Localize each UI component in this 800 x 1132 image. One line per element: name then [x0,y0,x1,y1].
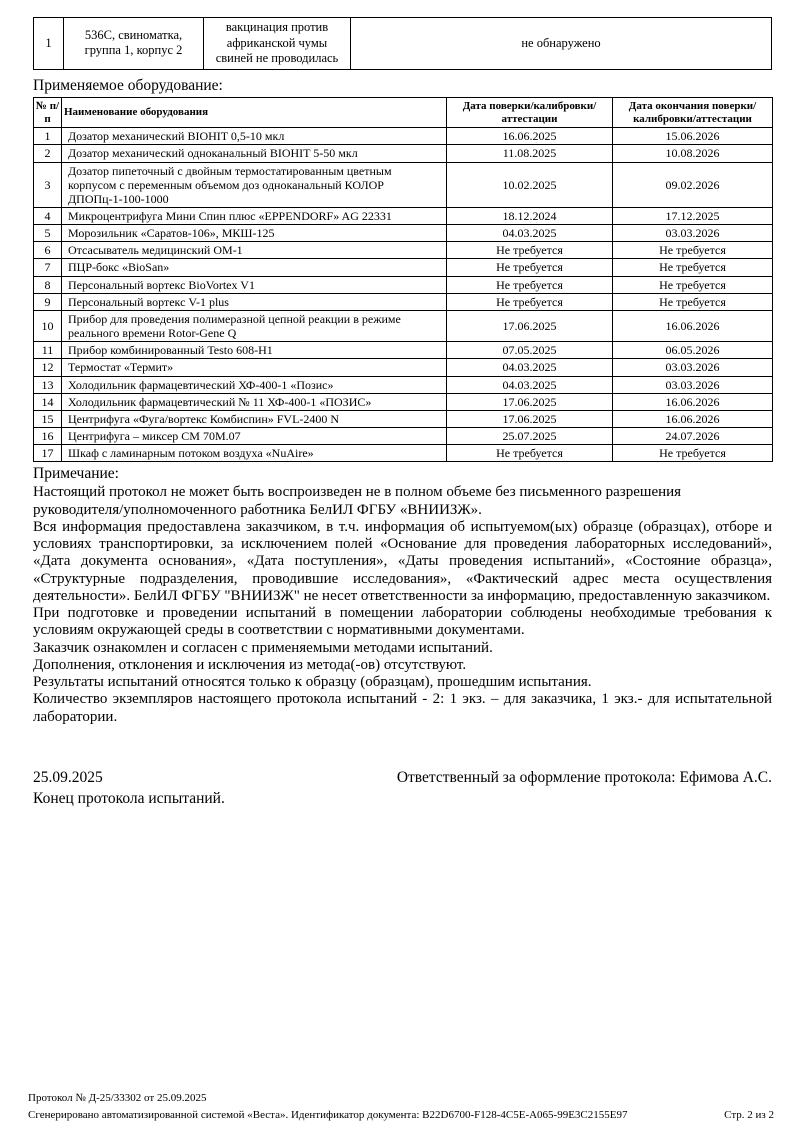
equipment-name-cell: Микроцентрифуга Мини Спин плюс «EPPENDORF» AG 22331 [62,207,447,224]
equipment-row [34,162,773,207]
equipment-name-cell: Центрифуга – миксер СМ 70М.07 [62,428,447,445]
equipment-name-cell: Дозатор механический BIOHIT 0,5-10 мкл [62,128,447,145]
equipment-date-end-cell: 03.03.2026 [613,359,773,376]
equipment-row [34,428,773,445]
equipment-date-cell: 11.08.2025 [447,145,613,162]
footer-protocol-number: Протокол № Д-25/33302 от 25.09.2025 [28,1091,207,1104]
equipment-name-cell: Дозатор механический одноканальный BIOHIT 5-50 мкл [62,145,447,162]
equipment-row [34,445,773,462]
equipment-table-header [34,97,773,127]
equipment-number-cell: 15 [34,410,62,427]
equipment-name-cell: ПЦР-бокс «BioSan» [62,259,447,276]
equipment-name-cell: Холодильник фармацевтический № 11 ХФ-400-1 «ПОЗИС» [62,393,447,410]
equipment-number-cell: 2 [34,145,62,162]
equipment-date-end-cell: 15.06.2026 [613,128,773,145]
equipment-number-cell: 3 [34,162,62,207]
column-header-number: № п/п [34,97,62,127]
equipment-row [34,242,773,259]
equipment-date-end-cell: 03.03.2026 [613,225,773,242]
equipment-name-cell: Отсасыватель медицинский ОМ-1 [62,242,447,259]
equipment-date-end-cell: Не требуется [613,445,773,462]
equipment-row [34,342,773,359]
equipment-number-cell: 10 [34,310,62,341]
footer-generated-info: Сгенерировано автоматизированной системой «Веста». Идентификатор документа: B22D6700-F128-4C5E-A065-99E3C2155E97 [28,1108,628,1121]
vaccination-info-cell: вакцинация против африканской чумы свиней не проводилась [204,18,351,70]
equipment-date-end-cell: 06.05.2026 [613,342,773,359]
equipment-date-end-cell: 17.12.2025 [613,207,773,224]
note-paragraph: Вся информация предоставлена заказчиком, в т.ч. информация об испытуемом(ых) образце (образцах), отборе и условиях транспортировки, за исключением полей «Основание для проведения лабораторных исследований», «Дата документа основания», «Дата поступления», «Даты проведения испытаний», «Состояние образца», «Структурные подразделения, проводившие исследования», «Фактический адрес места осуществления деятельности». БелИЛ ФГБУ "ВНИИЗЖ" не несет ответственности за информацию, предоставленную заказчиком. [33,518,772,604]
column-header-date-end: Дата окончания поверки/калибровки/аттестации [613,97,773,127]
equipment-number-cell: 16 [34,428,62,445]
equipment-date-cell: 07.05.2025 [447,342,613,359]
equipment-name-cell: Персональный вортекс BioVortex V1 [62,276,447,293]
equipment-date-end-cell: 03.03.2026 [613,376,773,393]
sample-result-table [33,17,772,70]
equipment-number-cell: 6 [34,242,62,259]
equipment-date-cell: 18.12.2024 [447,207,613,224]
equipment-number-cell: 5 [34,225,62,242]
equipment-date-end-cell: Не требуется [613,293,773,310]
notes-paragraphs [33,484,772,726]
equipment-date-cell: 16.06.2025 [447,128,613,145]
equipment-number-cell: 4 [34,207,62,224]
equipment-name-cell: Дозатор пипеточный с двойным термостатированным цветным корпусом с переменным объемом доз одноканальный КОЛОР ДПОПц-1-100-1000 [62,162,447,207]
equipment-name-cell: Персональный вортекс V-1 plus [62,293,447,310]
equipment-date-cell: 10.02.2025 [447,162,613,207]
equipment-number-cell: 13 [34,376,62,393]
equipment-date-cell: 17.06.2025 [447,393,613,410]
equipment-date-end-cell: 09.02.2026 [613,162,773,207]
equipment-date-cell: Не требуется [447,259,613,276]
equipment-number-cell: 1 [34,128,62,145]
page-footer [28,1090,774,1124]
equipment-date-end-cell: 16.06.2026 [613,410,773,427]
equipment-number-cell: 14 [34,393,62,410]
sample-description-cell: 536С, свиноматка, группа 1, корпус 2 [64,18,204,70]
equipment-name-cell: Термостат «Термит» [62,359,447,376]
result-cell: не обнаружено [351,18,772,70]
equipment-date-end-cell: 24.07.2026 [613,428,773,445]
equipment-row [34,207,773,224]
equipment-name-cell: Шкаф с ламинарным потоком воздуха «NuAire» [62,445,447,462]
equipment-date-cell: 17.06.2025 [447,310,613,341]
notes-heading: Примечание: [33,465,119,483]
equipment-number-cell: 12 [34,359,62,376]
equipment-row [34,410,773,427]
notes-section [33,464,772,726]
equipment-date-end-cell: 16.06.2026 [613,393,773,410]
equipment-row [34,259,773,276]
column-header-name: Наименование оборудования [62,97,447,127]
sample-number-cell: 1 [34,18,64,70]
equipment-row [34,128,773,145]
equipment-date-cell: Не требуется [447,445,613,462]
sample-result-row [34,18,772,70]
equipment-date-cell: 04.03.2025 [447,225,613,242]
note-paragraph: Заказчик ознакомлен и согласен с применяемыми методами испытаний. [33,639,493,656]
equipment-number-cell: 11 [34,342,62,359]
equipment-row [34,276,773,293]
note-paragraph: Результаты испытаний относятся только к образцу (образцам), прошедшим испытания. [33,674,592,691]
equipment-date-end-cell: Не требуется [613,259,773,276]
equipment-row [34,225,773,242]
equipment-date-cell: 17.06.2025 [447,410,613,427]
signoff-date: 25.09.2025 [33,768,103,786]
note-paragraph: Количество экземпляров настоящего протокола испытаний - 2: 1 экз. – для заказчика, 1 экз.- для испытательной лаборатории. [33,691,772,725]
equipment-row [34,359,773,376]
equipment-date-cell: 04.03.2025 [447,359,613,376]
equipment-number-cell: 7 [34,259,62,276]
equipment-date-end-cell: 16.06.2026 [613,310,773,341]
equipment-name-cell: Морозильник «Саратов-106», МКШ-125 [62,225,447,242]
equipment-number-cell: 9 [34,293,62,310]
equipment-date-end-cell: 10.08.2026 [613,145,773,162]
equipment-name-cell: Прибор для проведения полимеразной цепной реакции в режиме реального времени Rotor-Gene Q [62,310,447,341]
equipment-name-cell: Прибор комбинированный Testo 608-H1 [62,342,447,359]
note-paragraph: При подготовке и проведении испытаний в помещении лаборатории соблюдены необходимые требования к условиям окружающей среды в соответствии с нормативными документами. [33,605,772,639]
note-paragraph: Дополнения, отклонения и исключения из метода(-ов) отсутствуют. [33,656,467,673]
equipment-date-cell: 04.03.2025 [447,376,613,393]
signoff-row [33,768,772,788]
equipment-row [34,145,773,162]
equipment-number-cell: 17 [34,445,62,462]
protocol-end-line: Конец протокола испытаний. [33,790,225,808]
equipment-table [33,97,773,462]
equipment-number-cell: 8 [34,276,62,293]
equipment-name-cell: Холодильник фармацевтический ХФ-400-1 «Позис» [62,376,447,393]
footer-page-number: Стр. 2 из 2 [724,1108,774,1121]
equipment-name-cell: Центрифуга «Фуга/вортекс Комбиспин» FVL-2400 N [62,410,447,427]
equipment-date-cell: Не требуется [447,293,613,310]
signoff-responsible: Ответственный за оформление протокола: Ефимова А.С. [396,768,772,786]
equipment-row [34,293,773,310]
equipment-date-cell: Не требуется [447,242,613,259]
equipment-date-cell: 25.07.2025 [447,428,613,445]
equipment-row [34,376,773,393]
equipment-date-end-cell: Не требуется [613,276,773,293]
equipment-section-heading: Применяемое оборудование: [33,76,223,94]
equipment-row [34,310,773,341]
equipment-row [34,393,773,410]
equipment-date-end-cell: Не требуется [613,242,773,259]
note-paragraph: Настоящий протокол не может быть воспроизведен не в полном объеме без письменного разрешения руководителя/уполномоченного работника БелИЛ ФГБУ «ВНИИЗЖ». [33,484,682,518]
column-header-date: Дата поверки/калибровки/аттестации [447,97,613,127]
equipment-date-cell: Не требуется [447,276,613,293]
